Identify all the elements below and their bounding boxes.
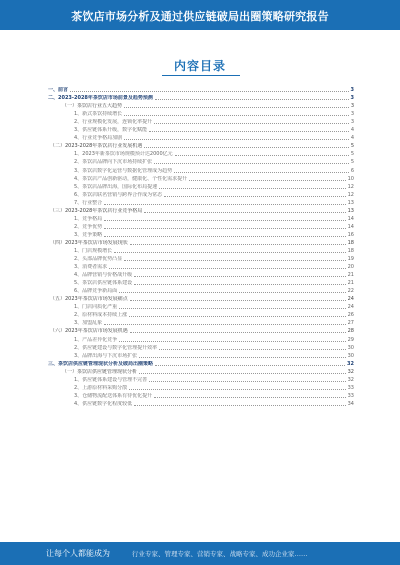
toc-page-number: 3 bbox=[350, 111, 354, 118]
toc-entry-title: 1、产品差异化竞争 bbox=[74, 336, 118, 343]
toc-leader-dots bbox=[139, 373, 346, 374]
toc-leader-dots bbox=[104, 220, 345, 221]
toc-entry[interactable] bbox=[48, 214, 354, 222]
toc-entry-title: 4、品牌营销与价格战升级 bbox=[74, 272, 133, 279]
toc-entry[interactable] bbox=[48, 125, 354, 133]
toc-page-number: 34 bbox=[347, 400, 354, 407]
toc-entry-title: 5、茶饮店品牌出海，国际化布局提速 bbox=[74, 183, 158, 190]
toc-leader-dots bbox=[104, 204, 345, 205]
toc-leader-dots bbox=[119, 341, 345, 342]
toc-entry[interactable] bbox=[48, 343, 354, 351]
toc-leader-dots bbox=[130, 332, 346, 333]
toc-title: 内容目录 bbox=[173, 59, 226, 73]
toc-page-number: 19 bbox=[347, 256, 354, 263]
toc-entry[interactable] bbox=[48, 206, 354, 214]
toc-leader-dots bbox=[155, 365, 345, 366]
toc-leader-dots bbox=[124, 139, 349, 140]
toc-leader-dots bbox=[70, 91, 349, 92]
toc-entry-title: 2、头部品牌优势凸显 bbox=[74, 256, 123, 263]
toc-title-underline bbox=[162, 75, 240, 76]
toc-page-number: 30 bbox=[347, 352, 354, 359]
toc-entry-title: 3、消费者需求 bbox=[74, 264, 108, 271]
toc-entry-title: 3、竞争策略 bbox=[74, 231, 103, 238]
toc-entry[interactable] bbox=[48, 246, 354, 254]
toc-entry-title: 6、茶饮店联名营销与跨界合作成为常态 bbox=[74, 191, 163, 198]
toc-page-number: 18 bbox=[347, 239, 354, 246]
toc-page-number: 33 bbox=[347, 392, 354, 399]
toc-entry-title: 5、茶饮店供应链体系建设 bbox=[74, 280, 133, 287]
toc-entry-title: 2、原材料成本持续上涨 bbox=[74, 312, 128, 319]
toc-entry[interactable] bbox=[48, 270, 354, 278]
toc-page-number: 26 bbox=[347, 312, 354, 319]
toc-entry-title: 1、门店同质化严重 bbox=[74, 304, 118, 311]
toc-leader-dots bbox=[104, 236, 345, 237]
toc-leader-dots bbox=[124, 115, 349, 116]
toc-leader-dots bbox=[159, 188, 345, 189]
toc-leader-dots bbox=[109, 268, 345, 269]
toc-page-number: 14 bbox=[347, 223, 354, 230]
toc-entry[interactable] bbox=[48, 334, 354, 342]
toc-page-number: 32 bbox=[347, 376, 354, 383]
toc-page-number: 14 bbox=[347, 215, 354, 222]
toc-entry-title: （一）茶饮店供应链管理现状分析 bbox=[62, 368, 138, 375]
toc-page-number: 32 bbox=[347, 360, 354, 367]
report-header-bar bbox=[0, 0, 400, 30]
toc-entry-title: 1、门店规模增长 bbox=[74, 247, 113, 254]
toc-entry-title: 2、上游原材料采购分散 bbox=[74, 384, 128, 391]
toc-leader-dots bbox=[104, 324, 345, 325]
toc-leader-dots bbox=[149, 131, 349, 132]
toc-entry[interactable] bbox=[48, 157, 354, 165]
toc-leader-dots bbox=[164, 196, 345, 197]
toc-entry[interactable] bbox=[48, 262, 354, 270]
toc-leader-dots bbox=[129, 389, 345, 390]
toc-entry-title: （六）2023年茶饮店市场发展机遇 bbox=[50, 328, 128, 335]
toc-leader-dots bbox=[124, 260, 345, 261]
toc-page-number: 33 bbox=[347, 384, 354, 391]
toc-entry[interactable] bbox=[48, 399, 354, 407]
toc-entry[interactable] bbox=[48, 326, 354, 334]
toc-leader-dots bbox=[175, 155, 349, 156]
toc-entry[interactable] bbox=[48, 310, 354, 318]
toc-leader-dots bbox=[149, 381, 345, 382]
toc-entry[interactable] bbox=[48, 85, 354, 93]
toc-page-number: 5 bbox=[350, 159, 354, 166]
toc-page-number: 6 bbox=[350, 167, 354, 174]
toc-page-number: 13 bbox=[347, 199, 354, 206]
toc-leader-dots bbox=[124, 107, 349, 108]
report-title: 茶饮店市场分析及通过供应链破局出圈策略研究报告 bbox=[71, 10, 329, 23]
toc-entry-title: 1、新式茶饮持续增长 bbox=[74, 111, 123, 118]
toc-entry[interactable] bbox=[48, 391, 354, 399]
toc-entry-title: 2、茶饮店品牌向下沉市场持续扩张 bbox=[74, 159, 153, 166]
toc-entry-title: 2、供应链建设与数字化管理提升效率 bbox=[74, 344, 158, 351]
toc-page-number: 3 bbox=[350, 119, 354, 126]
toc-leader-dots bbox=[154, 163, 349, 164]
toc-entry-title: 3、茶饮店数字化运营与数据化管理成为趋势 bbox=[74, 167, 173, 174]
toc-entry-title: 1、竞争格局 bbox=[74, 215, 103, 222]
toc-page-number: 12 bbox=[347, 191, 354, 198]
footer-slogan: 让每个人都能成为 bbox=[46, 549, 110, 558]
toc-entry-title: 3、品牌出海与下沉市场扩张 bbox=[74, 352, 138, 359]
toc-leader-dots bbox=[129, 316, 345, 317]
toc-entry-title: （三）2023-2028年茶饮店行业竞争格局 bbox=[50, 207, 143, 214]
toc-leader-dots bbox=[139, 357, 345, 358]
toc-leader-dots bbox=[154, 123, 349, 124]
toc-leader-dots bbox=[189, 180, 345, 181]
toc-entry-title: 4、茶饮店产品创新驱动，健康化、个性化需求提升 bbox=[74, 175, 188, 182]
toc-entry-title: （五）2023年茶饮店市场发展痛点 bbox=[50, 296, 128, 303]
toc-entry-title: （二）2023-2028年茶饮店行业发展机遇 bbox=[50, 143, 143, 150]
table-of-contents bbox=[48, 85, 354, 407]
toc-leader-dots bbox=[144, 147, 349, 148]
toc-entry[interactable] bbox=[48, 165, 354, 173]
toc-page-number: 4 bbox=[350, 127, 354, 134]
toc-entry[interactable] bbox=[48, 254, 354, 262]
footer-roles: 行业专家、管理专家、营销专家、战略专家、成功企业家…… bbox=[132, 550, 308, 558]
toc-page-number: 3 bbox=[350, 87, 354, 94]
toc-entry-title: 一、前言 bbox=[48, 87, 69, 94]
toc-page-number: 21 bbox=[347, 272, 354, 279]
toc-entry[interactable] bbox=[48, 174, 354, 182]
toc-page-number: 13 bbox=[347, 207, 354, 214]
toc-leader-dots bbox=[134, 276, 345, 277]
toc-leader-dots bbox=[159, 349, 345, 350]
toc-leader-dots bbox=[114, 252, 345, 253]
toc-page-number: 24 bbox=[347, 304, 354, 311]
toc-leader-dots bbox=[154, 397, 345, 398]
toc-entry[interactable] bbox=[48, 190, 354, 198]
toc-entry-title: 7、行业整合 bbox=[74, 199, 103, 206]
toc-entry[interactable] bbox=[48, 109, 354, 117]
toc-entry[interactable] bbox=[48, 278, 354, 286]
toc-entry-title: 三、茶饮店供应链管理现状分析及破局出圈策略 bbox=[48, 360, 154, 367]
toc-entry[interactable] bbox=[48, 149, 354, 157]
toc-leader-dots bbox=[104, 228, 345, 229]
toc-entry[interactable] bbox=[48, 230, 354, 238]
toc-entry[interactable] bbox=[48, 318, 354, 326]
toc-entry-title: （四）2023年茶饮店市场发展现状 bbox=[50, 239, 128, 246]
toc-entry[interactable] bbox=[48, 101, 354, 109]
toc-entry[interactable] bbox=[48, 141, 354, 149]
toc-page-number: 3 bbox=[350, 103, 354, 110]
toc-page-number: 20 bbox=[347, 264, 354, 271]
toc-page-number: 30 bbox=[347, 344, 354, 351]
toc-page-number: 10 bbox=[347, 175, 354, 182]
toc-entry-title: 4、供应链数字化程度较低 bbox=[74, 400, 133, 407]
toc-entry[interactable] bbox=[48, 351, 354, 359]
toc-entry[interactable] bbox=[48, 93, 354, 101]
toc-entry-title: 3、仓储物流配送体系有待优化提升 bbox=[74, 392, 153, 399]
toc-page-number: 16 bbox=[347, 231, 354, 238]
toc-entry-title: 6、品牌竞争新局面 bbox=[74, 288, 118, 295]
toc-entry[interactable] bbox=[48, 367, 354, 375]
toc-entry[interactable] bbox=[48, 182, 354, 190]
toc-entry-title: 1、供应链体系建设与管理不完善 bbox=[74, 376, 148, 383]
toc-leader-dots bbox=[130, 300, 346, 301]
toc-page-number: 5 bbox=[350, 151, 354, 158]
toc-page-number: 28 bbox=[347, 328, 354, 335]
toc-page-number: 22 bbox=[347, 288, 354, 295]
toc-entry-title: 2、行业规模化发展，连锁化率提升 bbox=[74, 119, 153, 126]
toc-page-number: 18 bbox=[347, 247, 354, 254]
toc-leader-dots bbox=[119, 292, 345, 293]
toc-entry-title: 1、2023年新茶饮市场规模预计达2000亿元 bbox=[74, 151, 173, 158]
toc-entry[interactable] bbox=[48, 133, 354, 141]
toc-entry[interactable] bbox=[48, 375, 354, 383]
toc-page-number: 4 bbox=[350, 135, 354, 142]
toc-entry[interactable] bbox=[48, 294, 354, 302]
toc-leader-dots bbox=[174, 172, 349, 173]
toc-leader-dots bbox=[144, 212, 345, 213]
toc-entry[interactable] bbox=[48, 238, 354, 246]
toc-leader-dots bbox=[134, 405, 345, 406]
toc-entry[interactable] bbox=[48, 222, 354, 230]
toc-leader-dots bbox=[155, 99, 349, 100]
toc-leader-dots bbox=[119, 308, 345, 309]
footer-bar bbox=[0, 542, 400, 565]
toc-entry-title: 4、行业竞争格局加剧 bbox=[74, 135, 123, 142]
toc-page-number: 27 bbox=[347, 320, 354, 327]
toc-page-number: 24 bbox=[347, 296, 354, 303]
toc-entry[interactable] bbox=[48, 359, 354, 367]
toc-page-number: 3 bbox=[350, 95, 354, 102]
toc-page-number: 21 bbox=[347, 280, 354, 287]
toc-entry-title: 二、2023-2028年茶饮店市场前景及趋势预测 bbox=[48, 95, 153, 102]
toc-entry[interactable] bbox=[48, 117, 354, 125]
toc-entry-title: 3、供应链体系升级，数字化赋能 bbox=[74, 127, 148, 134]
toc-entry-title: （一）茶饮店行业五大趋势 bbox=[62, 103, 123, 110]
toc-entry-title: 2、竞争优势 bbox=[74, 223, 103, 230]
toc-leader-dots bbox=[134, 284, 345, 285]
toc-page-number: 12 bbox=[347, 183, 354, 190]
toc-leader-dots bbox=[130, 244, 346, 245]
toc-page-number: 5 bbox=[350, 143, 354, 150]
toc-entry[interactable] bbox=[48, 383, 354, 391]
toc-entry[interactable] bbox=[48, 286, 354, 294]
toc-page-number: 32 bbox=[347, 368, 354, 375]
toc-entry[interactable] bbox=[48, 302, 354, 310]
toc-entry-title: 3、加盟乱象 bbox=[74, 320, 103, 327]
toc-entry[interactable] bbox=[48, 198, 354, 206]
toc-page-number: 29 bbox=[347, 336, 354, 343]
